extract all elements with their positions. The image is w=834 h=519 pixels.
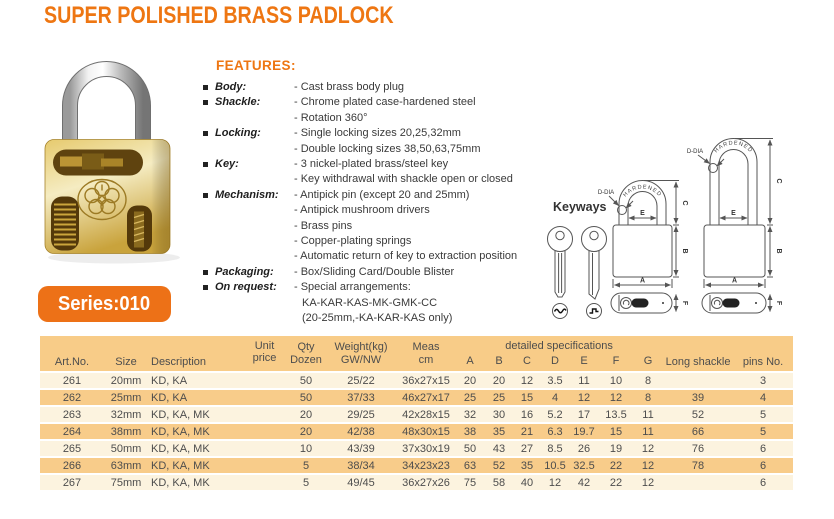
feature-text: - Single locking sizes 20,25,32mm xyxy=(294,127,461,140)
cell-description: KD, KA, MK xyxy=(148,423,242,440)
hardened-label: HARDENED xyxy=(713,140,754,155)
cell-qty: 5 xyxy=(287,474,325,491)
cell-c: 15 xyxy=(513,389,541,406)
cell-pins: 5 xyxy=(733,423,793,440)
cell-weight: 29/25 xyxy=(325,406,397,423)
feature-row xyxy=(203,249,555,264)
cell-d: 8.5 xyxy=(541,440,569,457)
cell-pins: 6 xyxy=(733,457,793,474)
features-list xyxy=(203,80,555,327)
feature-text: - Copper-plating springs xyxy=(294,235,412,248)
cell-e: 19.7 xyxy=(569,423,599,440)
feature-text: - Rotation 360° xyxy=(294,111,368,124)
cell-size: 63mm xyxy=(104,457,148,474)
cell-a: 20 xyxy=(455,372,485,389)
series-badge: Series:010 xyxy=(38,286,171,322)
feature-text: KA-KAR-KAS-MK-GMK-CC xyxy=(302,296,438,309)
cell-b: 20 xyxy=(485,372,513,389)
cell-long_shackle xyxy=(663,474,733,491)
col-header-long-shackle: Long shackle xyxy=(663,336,733,372)
feature-label: Shackle: xyxy=(215,96,261,109)
feature-label xyxy=(215,219,294,234)
cell-a: 50 xyxy=(455,440,485,457)
cell-d: 5.2 xyxy=(541,406,569,423)
body-outline xyxy=(704,225,765,277)
table-row xyxy=(40,474,793,491)
feature-text: - Chrome plated case-hardened steel xyxy=(294,96,476,109)
feature-label: Packaging: xyxy=(215,265,274,278)
cell-unit_price xyxy=(242,474,287,491)
bullet-icon xyxy=(203,193,208,198)
cell-weight: 42/38 xyxy=(325,423,397,440)
cell-b: 52 xyxy=(485,457,513,474)
feature-label: Key: xyxy=(215,158,239,171)
cell-f: 10 xyxy=(599,372,633,389)
cell-g: 12 xyxy=(633,457,663,474)
keyways-diagram xyxy=(548,200,607,319)
cell-d: 10.5 xyxy=(541,457,569,474)
col-header-f: F xyxy=(599,355,633,372)
cell-e: 42 xyxy=(569,474,599,491)
cell-a: 63 xyxy=(455,457,485,474)
col-header-b: B xyxy=(485,355,513,372)
feature-label: Body: xyxy=(215,81,247,93)
table-row xyxy=(40,440,793,457)
col-header-unit-price: Unit price xyxy=(242,336,287,372)
page-title: SUPER POLISHED BRASS PADLOCK xyxy=(44,2,394,29)
cell-unit_price xyxy=(242,457,287,474)
col-header-weight-line2: GW/NW xyxy=(340,353,382,366)
feature-row xyxy=(203,80,555,95)
cell-f: 19 xyxy=(599,440,633,457)
cell-d: 4 xyxy=(541,389,569,406)
cell-f: 13.5 xyxy=(599,406,633,423)
cell-d: 6.3 xyxy=(541,423,569,440)
col-header-d: D xyxy=(541,355,569,372)
cell-unit_price xyxy=(242,372,287,389)
cell-qty: 50 xyxy=(287,389,325,406)
bullet-icon xyxy=(203,100,208,105)
cell-unit_price xyxy=(242,406,287,423)
cell-b: 43 xyxy=(485,440,513,457)
feature-label xyxy=(215,296,294,311)
hardened-label: HARDENED xyxy=(622,184,663,199)
cell-description: KD, KA xyxy=(148,389,242,406)
feature-row xyxy=(203,203,555,218)
cell-b: 25 xyxy=(485,389,513,406)
key-icon xyxy=(582,227,607,300)
cell-c: 40 xyxy=(513,474,541,491)
col-header-weight xyxy=(325,336,397,372)
feature-label xyxy=(215,234,294,249)
spec-table xyxy=(40,336,793,492)
feature-row xyxy=(203,234,555,249)
cell-c: 27 xyxy=(513,440,541,457)
cell-qty: 5 xyxy=(287,457,325,474)
d-dia-label: D-DIA xyxy=(597,190,615,196)
feature-label xyxy=(215,203,294,218)
d-dia-label: D-DIA xyxy=(686,149,704,155)
dim-a-label: A xyxy=(731,277,738,285)
cell-e: 12 xyxy=(569,389,599,406)
cell-c: 35 xyxy=(513,457,541,474)
keyway-profile-icon xyxy=(553,304,568,319)
col-header-c: C xyxy=(513,355,541,372)
cell-size: 38mm xyxy=(104,423,148,440)
cell-pins: 5 xyxy=(733,406,793,423)
cell-weight: 25/22 xyxy=(325,372,397,389)
cell-long_shackle xyxy=(663,372,733,389)
feature-row xyxy=(203,111,555,126)
cell-g: 12 xyxy=(633,440,663,457)
cell-b: 58 xyxy=(485,474,513,491)
keyways-label: Keyways xyxy=(553,200,607,214)
spring-coils xyxy=(54,205,76,245)
col-header-detailed-specs: detailed specifications xyxy=(455,336,663,355)
dim-a-label: A xyxy=(639,277,646,285)
feature-label: On request: xyxy=(215,281,277,294)
key-icon xyxy=(548,227,573,298)
feature-label xyxy=(215,172,294,187)
svg-text:HARDENED xyxy=(713,140,753,154)
col-header-qty xyxy=(287,336,325,372)
cell-pins: 6 xyxy=(733,440,793,457)
cell-description: KD, KA, MK xyxy=(148,406,242,423)
feature-text: (20-25mm,-KA-KAR-KAS only) xyxy=(302,312,453,325)
padlock-diagram-standard xyxy=(598,181,688,314)
col-header-size: Size xyxy=(104,336,148,372)
cell-meas: 42x28x15 xyxy=(397,406,455,423)
feature-row xyxy=(203,188,555,203)
feature-label xyxy=(215,311,294,326)
cell-weight: 38/34 xyxy=(325,457,397,474)
feature-row xyxy=(203,311,555,326)
features-section xyxy=(203,58,555,327)
feature-text: - Special arrangements: xyxy=(294,281,411,294)
table-row xyxy=(40,406,793,423)
feature-text: - Automatic return of key to extraction position xyxy=(294,250,518,263)
cell-e: 32.5 xyxy=(569,457,599,474)
feature-row xyxy=(203,172,555,187)
dim-f-label: F xyxy=(681,300,688,306)
features-heading: FEATURES: xyxy=(216,58,296,73)
dim-c-label: C xyxy=(681,200,688,206)
col-header-art-no: Art.No. xyxy=(40,336,104,372)
cell-e: 17 xyxy=(569,406,599,423)
col-header-meas-line1: Meas xyxy=(412,340,440,353)
feature-row xyxy=(203,157,555,172)
cell-weight: 43/39 xyxy=(325,440,397,457)
cell-meas: 37x30x19 xyxy=(397,440,455,457)
col-header-pins-no: pins No. xyxy=(733,336,793,372)
feature-text: - 3 nickel-plated brass/steel key xyxy=(294,158,449,171)
col-header-weight-line1: Weight(kg) xyxy=(334,340,388,353)
cell-art_no: 265 xyxy=(40,440,104,457)
cell-description: KD, KA xyxy=(148,372,242,389)
cell-weight: 49/45 xyxy=(325,474,397,491)
cell-g: 8 xyxy=(633,389,663,406)
latch-part xyxy=(82,154,104,170)
table-row xyxy=(40,372,793,389)
dim-f-label: F xyxy=(775,300,782,306)
cell-a: 75 xyxy=(455,474,485,491)
bottom-view xyxy=(611,293,672,313)
feature-row xyxy=(203,280,555,295)
cell-qty: 20 xyxy=(287,406,325,423)
feature-row xyxy=(203,265,555,280)
cell-pins: 3 xyxy=(733,372,793,389)
col-header-a: A xyxy=(455,355,485,372)
feature-label xyxy=(215,249,294,264)
bullet-icon xyxy=(203,270,208,275)
cell-long_shackle: 78 xyxy=(663,457,733,474)
cell-d: 3.5 xyxy=(541,372,569,389)
cell-meas: 36x27x15 xyxy=(397,372,455,389)
dim-b-label: B xyxy=(681,248,688,254)
feature-label: Mechanism: xyxy=(215,188,279,201)
cell-size: 20mm xyxy=(104,372,148,389)
cell-meas: 34x23x23 xyxy=(397,457,455,474)
cell-d: 12 xyxy=(541,474,569,491)
cell-unit_price xyxy=(242,389,287,406)
col-header-meas xyxy=(397,336,455,372)
cell-g: 11 xyxy=(633,423,663,440)
cell-a: 25 xyxy=(455,389,485,406)
cell-art_no: 262 xyxy=(40,389,104,406)
feature-row xyxy=(203,296,555,311)
cell-e: 26 xyxy=(569,440,599,457)
cell-qty: 50 xyxy=(287,372,325,389)
cell-qty: 20 xyxy=(287,423,325,440)
dim-c-label: C xyxy=(775,178,782,184)
feature-label xyxy=(215,111,294,126)
dim-b-label: B xyxy=(775,248,782,254)
dim-e-label: E xyxy=(731,210,736,217)
cell-art_no: 267 xyxy=(40,474,104,491)
padlock-photo-image xyxy=(24,56,189,294)
feature-text: - Antipick pin (except 20 and 25mm) xyxy=(294,188,470,201)
keyhole-icon xyxy=(723,299,740,308)
cell-long_shackle: 52 xyxy=(663,406,733,423)
cell-a: 38 xyxy=(455,423,485,440)
cell-description: KD, KA, MK xyxy=(148,457,242,474)
cell-size: 75mm xyxy=(104,474,148,491)
cell-e: 11 xyxy=(569,372,599,389)
cell-art_no: 261 xyxy=(40,372,104,389)
cell-pins: 4 xyxy=(733,389,793,406)
shackle-chrome xyxy=(70,69,143,150)
bullet-icon xyxy=(203,162,208,167)
cell-f: 22 xyxy=(599,474,633,491)
bullet-icon xyxy=(203,131,208,136)
cell-meas: 48x30x15 xyxy=(397,423,455,440)
feature-text: - Key withdrawal with shackle open or closed xyxy=(294,173,513,186)
cell-g: 11 xyxy=(633,406,663,423)
padlock-diagram-long-shackle xyxy=(687,139,782,314)
cell-c: 16 xyxy=(513,406,541,423)
cell-meas: 46x27x17 xyxy=(397,389,455,406)
latch-part xyxy=(101,159,123,167)
cell-art_no: 266 xyxy=(40,457,104,474)
cell-qty: 10 xyxy=(287,440,325,457)
dim-e-label: E xyxy=(640,210,645,217)
table-row xyxy=(40,389,793,406)
bullet-icon xyxy=(203,85,208,90)
feature-label xyxy=(215,142,294,157)
keyhole-icon xyxy=(632,299,649,308)
cell-unit_price xyxy=(242,423,287,440)
bullet-icon xyxy=(203,285,208,290)
cell-size: 25mm xyxy=(104,389,148,406)
cell-long_shackle: 39 xyxy=(663,389,733,406)
cell-f: 15 xyxy=(599,423,633,440)
table-row xyxy=(40,423,793,440)
cell-long_shackle: 76 xyxy=(663,440,733,457)
col-header-e: E xyxy=(569,355,599,372)
col-header-meas-line2: cm xyxy=(418,353,434,366)
feature-row xyxy=(203,95,555,110)
body-outline xyxy=(613,225,672,277)
col-header-description: Description xyxy=(148,336,242,372)
table-row xyxy=(40,457,793,474)
cell-c: 12 xyxy=(513,372,541,389)
cell-description: KD, KA, MK xyxy=(148,474,242,491)
feature-text: - Antipick mushroom drivers xyxy=(294,204,430,217)
feature-text: - Double locking sizes 38,50,63,75mm xyxy=(294,142,481,155)
cell-size: 32mm xyxy=(104,406,148,423)
cell-art_no: 264 xyxy=(40,423,104,440)
col-header-qty-line1: Qty xyxy=(297,340,315,353)
col-header-g: G xyxy=(633,355,663,372)
cell-c: 21 xyxy=(513,423,541,440)
col-header-qty-line2: Dozen xyxy=(290,353,322,366)
cell-f: 12 xyxy=(599,389,633,406)
cell-description: KD, KA, MK xyxy=(148,440,242,457)
feature-row xyxy=(203,219,555,234)
feature-label: Locking: xyxy=(215,127,261,140)
feature-text: - Brass pins xyxy=(294,219,353,232)
cell-b: 35 xyxy=(485,423,513,440)
cell-size: 50mm xyxy=(104,440,148,457)
cell-weight: 37/33 xyxy=(325,389,397,406)
cell-b: 30 xyxy=(485,406,513,423)
feature-row xyxy=(203,142,555,157)
cell-a: 32 xyxy=(455,406,485,423)
cell-g: 8 xyxy=(633,372,663,389)
feature-text: - Cast brass body plug xyxy=(294,81,405,93)
cell-meas: 36x27x26 xyxy=(397,474,455,491)
technical-diagrams xyxy=(525,115,834,327)
cell-unit_price xyxy=(242,440,287,457)
keyway-profile-icon xyxy=(587,304,602,319)
bottom-view xyxy=(702,293,766,313)
feature-text: - Box/Sliding Card/Double Blister xyxy=(294,265,455,278)
cell-pins: 6 xyxy=(733,474,793,491)
shackle-inner xyxy=(628,192,657,225)
feature-row xyxy=(203,126,555,141)
cell-g: 12 xyxy=(633,474,663,491)
cell-art_no: 263 xyxy=(40,406,104,423)
cell-f: 22 xyxy=(599,457,633,474)
cell-long_shackle: 66 xyxy=(663,423,733,440)
